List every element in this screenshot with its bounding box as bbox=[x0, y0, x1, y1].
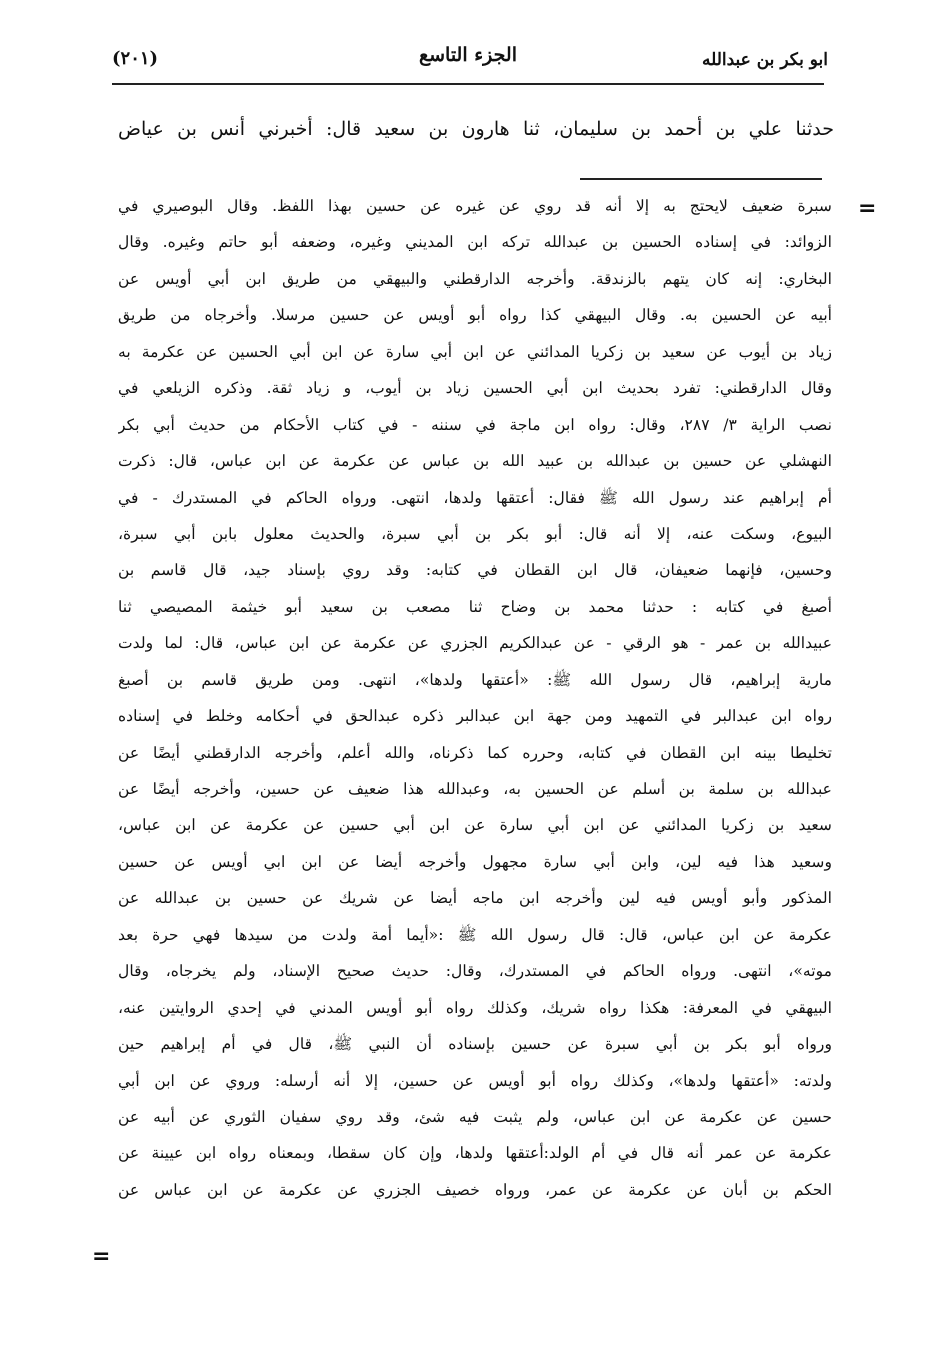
footnote-line: تخليطا بينه ابن القطان في كتابه، وحرره كما ذكرناه، والله أعلم، وأخرجه الدارقطني أيضًا عن bbox=[118, 743, 832, 762]
footnote-line: البيهقي في المعرفة: هكذا رواه شريك، وكذلك رواه أبو أويس المدني في إحدي الروايتين عنه، bbox=[118, 998, 832, 1017]
footnote-line: حسين عن عكرمة عن ابن عباس، ولم يثبت فيه شئ، وقد روي سفيان الثوري عن أبيه عن bbox=[118, 1107, 832, 1126]
footnote-line: مارية إبراهيم، قال رسول الله ﷺ: «أعتقها ولدها»، انتهى. ومن طريق قاسم بن أصبغ bbox=[118, 670, 832, 689]
footnote-line: الزوائد: في إسناده الحسين بن عبدالله تركه ابن المديني وغيره، وضعفه أبو حاتم وغيره. وقال bbox=[118, 233, 832, 252]
footnote-line: وسعيد هذا فيه لين، وابن أبي سارة مجهول وأخرجه أيضا عن ابن ابي أويس عن حسين bbox=[118, 852, 832, 871]
footnote-line: وقال الدارقطني: تفرد بحديث ابن أبي الحسين زياد بن أيوب، و زياد ثقة. وذكره الزيلعي في bbox=[118, 379, 832, 398]
footnote-line: الحكم بن أبان عن عكرمة عن عمر، ورواه خصيف الجزري عن عكرمة عن ابن عباس عن bbox=[118, 1180, 832, 1199]
footnote-line: المذكور وأبو أويس فيه لين وأخرجه ابن ماجه أيضا عن شريك عن حسين بن عبدالله عن bbox=[118, 889, 832, 908]
footnote-line: رواه ابن عبدالبر في التمهيد ومن جهة ابن عبدالبر ذكره عبدالحق في أحكامه وخلط في إسناده bbox=[118, 707, 832, 726]
footnote-line: أم إبراهيم عند رسول الله ﷺ فقال: أعتقها ولدها، انتهى. ورواه الحاكم في المستدرك - في bbox=[118, 488, 832, 507]
footnote-line: أبيه عن الحسين به. وقال البيهقي كذا رواه أبو أويس عن حسين مرسلا. وأخرجاه من طريق bbox=[118, 306, 832, 325]
footnote-block bbox=[118, 188, 832, 1208]
footnote-line: سعيد بن زكريا المدائني عن ابن أبي سارة عن ابن أبي حسين عن عكرمة عن ابن عباس، bbox=[118, 816, 832, 835]
footnote-line: ولدته: «أعتقها ولدها»، وكذلك رواه أبو أويس عن حسين، إلا أنه أرسله: وروي عن ابن أبي bbox=[118, 1071, 832, 1090]
main-text: حدثنا علي بن أحمد بن سليمان، ثنا هارون بن سعيد قال: أخبرني أنس بن عياض bbox=[118, 118, 834, 140]
footnote-line: زياد بن أيوب عن سعيد بن زكريا المدائني عن ابن أبي سارة عن ابن أبي الحسين عن عكرمة به bbox=[118, 342, 832, 361]
footnote-line: عكرمة عن عمر أنه قال في أم الولد:أعتقها ولدها، وإن كان سقطا، وبمعناه رواه ابن عيينة عن bbox=[118, 1144, 832, 1163]
footnote-line: نصب الراية ٣/ ٢٨٧، وقال: رواه ابن ماجة في سننه - في كتاب الأحكام من حديث أبي بكر bbox=[118, 415, 832, 434]
footnote-line: عكرمة عن ابن عباس، قال: قال رسول الله ﷺ :«أيما أمة ولدت من سيدها فهي حرة بعد bbox=[118, 925, 832, 944]
running-title: ابو بكر بن عبدالله bbox=[701, 50, 828, 70]
footnote-line: البيوع، وسكت عنه، إلا أنه قال: أبو بكر بن أبي سبرة، والحديث معلول بابن أبي سبرة، bbox=[118, 524, 832, 543]
header-divider bbox=[112, 83, 824, 85]
page-header bbox=[108, 40, 828, 76]
footnote-line: ورواه أبو بكر بن أبي سبرة عن حسين بإسناده أن النبي ﷺ، قال في أم إبراهيم حين bbox=[118, 1035, 832, 1054]
footnote-line: البخاري: إنه كان يتهم بالزندقة. وأخرجه الدارقطني والبيهقي من طريق ابن أبي أويس عن bbox=[118, 269, 832, 288]
volume-title: الجزء التاسع bbox=[419, 44, 517, 66]
continuation-mark-top: = bbox=[858, 196, 877, 221]
footnote-line: وحسين، فإنهما ضعيفان، قال ابن القطان في كتابه: وقد روي بإسناد جيد، قال قاسم بن bbox=[118, 561, 832, 580]
footnote-line: سبرة ضعيف لايحتج به إلا أنه قد روي عن غيره عن حسين بهذا اللفظ. وقال البوصيري في bbox=[118, 197, 832, 215]
page-number: (٢٠١) bbox=[112, 48, 159, 69]
footnote-divider bbox=[580, 178, 822, 180]
continuation-mark-bottom: = bbox=[92, 1244, 111, 1269]
footnote-line: عبدالله بن سلمة بن أسلم عن الحسين به، وعبدالله هذا ضعيف عن حسين، وأخرجه أيضًا عن bbox=[118, 780, 832, 798]
footnote-line: عبيدالله بن عمر - هو الرقي - عن عبدالكريم الجزري عن عكرمة عن ابن عباس، قال: لما ولدت bbox=[118, 634, 832, 653]
footnote-line: موته»، انتهى. ورواه الحاكم في المستدرك، وقال: حديث صحيح الإسناد، ولم يخرجاه، وقال bbox=[118, 962, 832, 981]
footnote-line: أصبغ في كتابه : حدثنا محمد بن وضاح ثنا مصعب بن سعيد أبو خيثمة المصيصي ثنا bbox=[118, 597, 832, 616]
footnote-line: النهشلي عن حسين بن عبدالله بن عبيد الله بن عباس عن عكرمة عن ابن عباس، قال: ذكرت bbox=[118, 452, 832, 471]
